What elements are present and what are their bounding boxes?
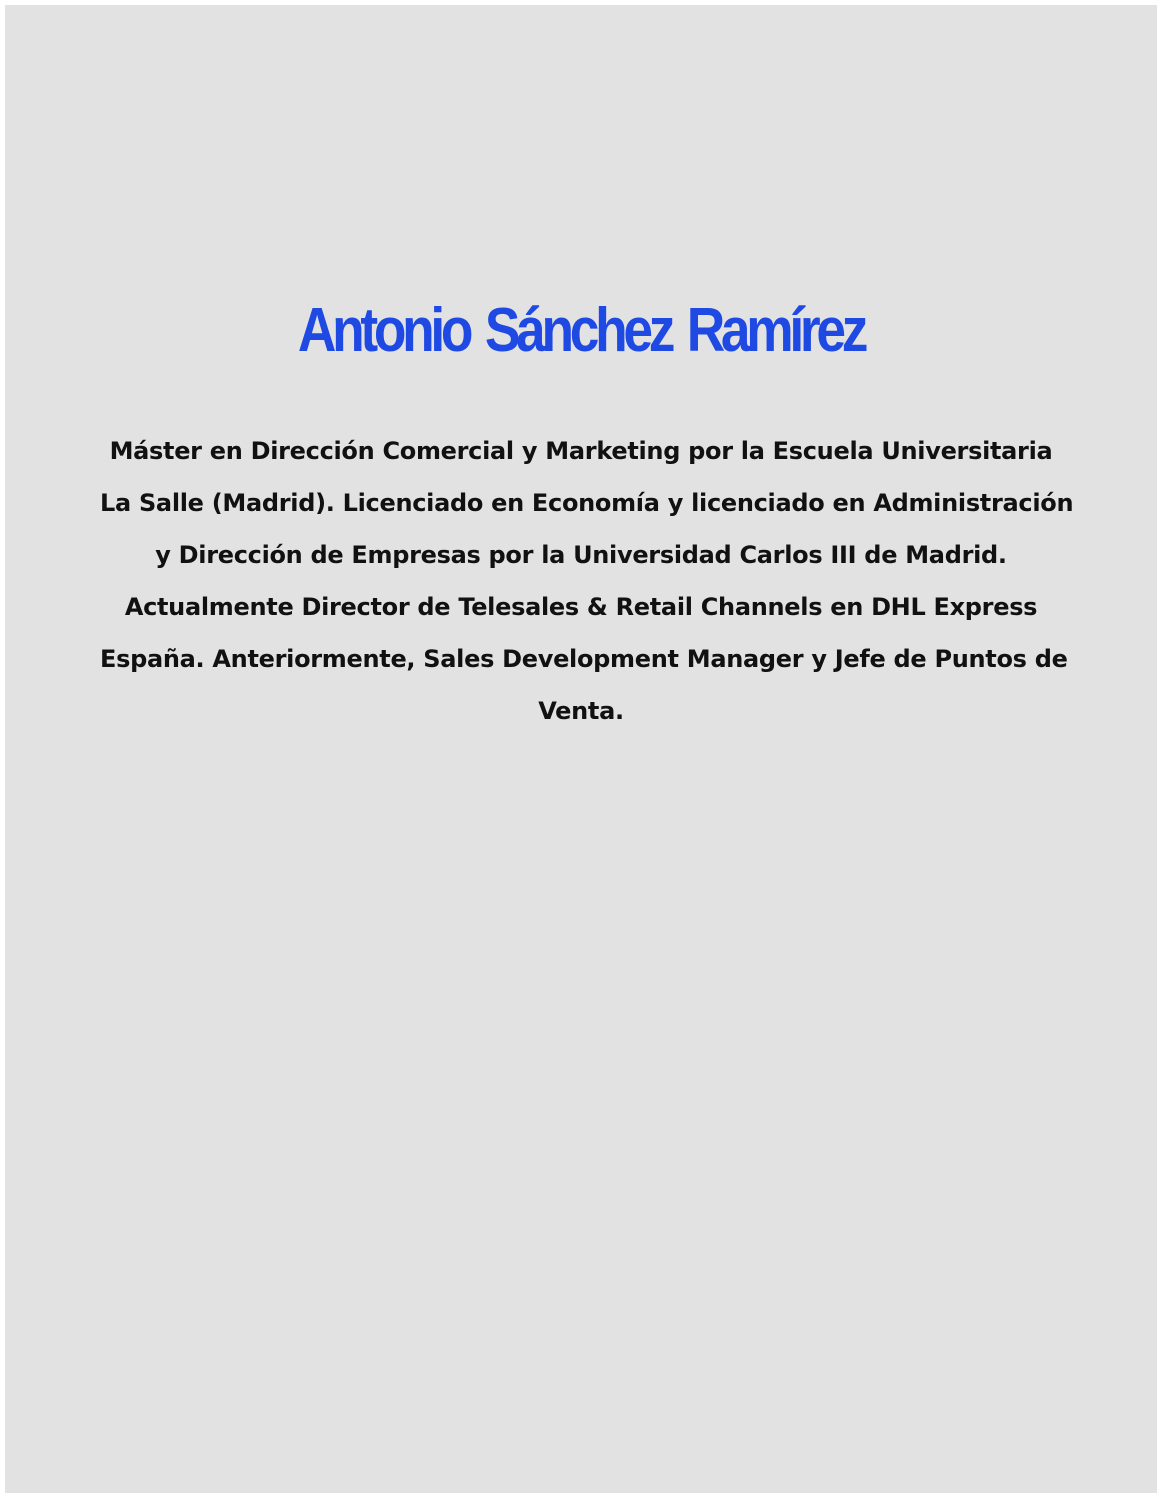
bio-line: España. Anteriormente, Sales Development Manager y Jefe de Puntos de xyxy=(100,645,1068,673)
person-name: Antonio Sánchez Ramírez xyxy=(297,296,865,365)
biography xyxy=(100,425,1074,737)
bio-line: Máster en Dirección Comercial y Marketing por la Escuela Universitaria xyxy=(109,437,1053,465)
document-page xyxy=(5,5,1157,1493)
bio-line: Venta. xyxy=(538,697,624,725)
bio-line: y Dirección de Empresas por la Universidad Carlos III de Madrid. xyxy=(155,541,1007,569)
bio-line: La Salle (Madrid). Licenciado en Economía y licenciado en Administración xyxy=(100,489,1074,517)
bio-line: Actualmente Director de Telesales & Retail Channels en DHL Express xyxy=(124,593,1038,621)
